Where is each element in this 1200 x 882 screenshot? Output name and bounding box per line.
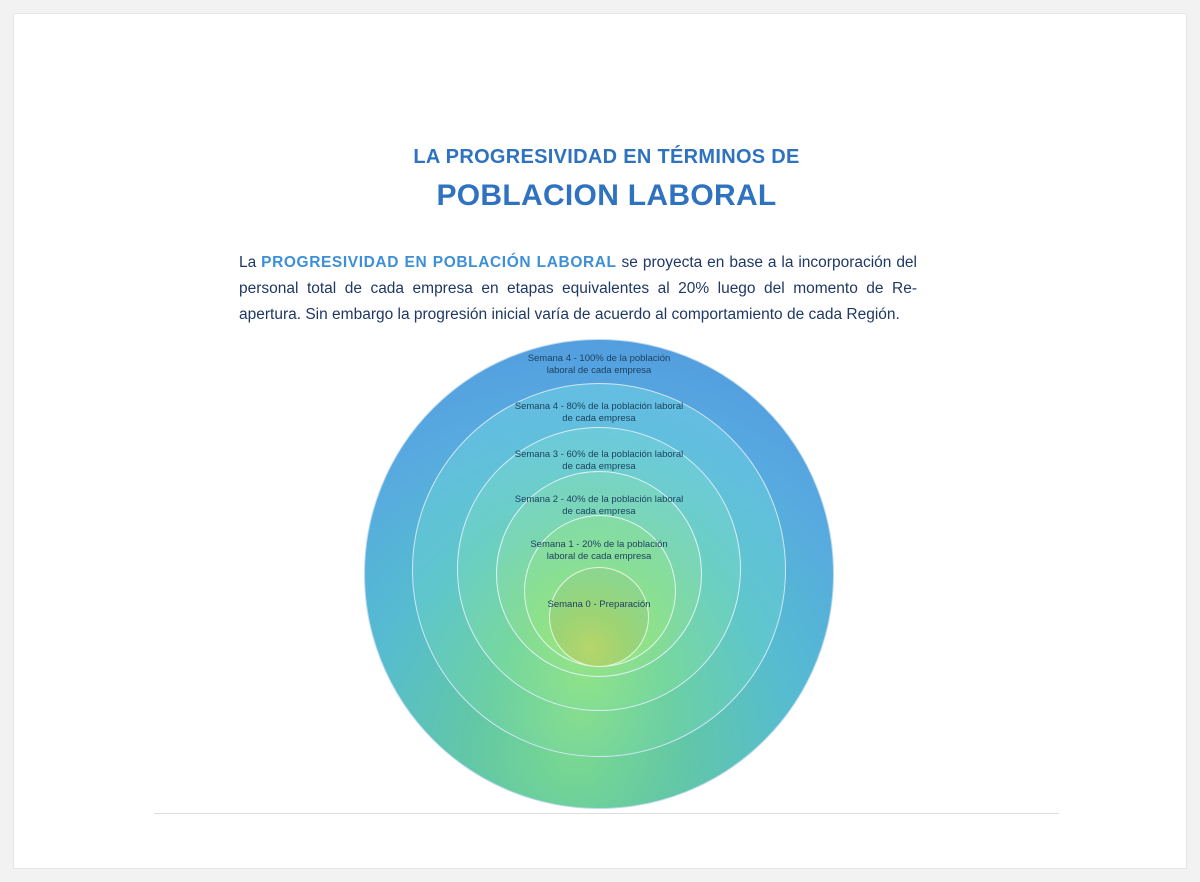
ring-week0-preparacion	[549, 567, 649, 667]
ring-label-week2-40: Semana 2 - 40% de la población laboral de cada empresa	[514, 494, 684, 517]
slide-bottom-divider	[154, 813, 1059, 814]
ring-label-week3-60: Semana 3 - 60% de la población laboral de cada empresa	[514, 449, 684, 472]
slide-frame	[14, 14, 1186, 868]
paragraph-before: La	[239, 253, 262, 271]
onion-diagram	[364, 339, 834, 794]
slide-title-block	[154, 146, 1059, 213]
intro-paragraph	[239, 250, 917, 328]
slide-canvas	[154, 114, 1059, 814]
page-title-line1: LA PROGRESIVIDAD EN TÉRMINOS DE	[413, 146, 800, 168]
ring-label-week4-80: Semana 4 - 80% de la población laboral de cada empresa	[514, 401, 684, 424]
paragraph-highlight: PROGRESIVIDAD EN POBLACIÓN LABORAL	[261, 253, 617, 271]
ring-label-week0: Semana 0 - Preparación	[547, 599, 651, 610]
paragraph-after: se proyecta en base a la incorporación del personal total de cada empresa en etapas equivalentes al 20% luego del momento de Re-apertura. Sin embargo la progresión inicial varía de acuerdo al comportamiento de cada Región.	[239, 253, 917, 323]
ring-label-week1-20: Semana 1 - 20% de la población laboral de cada empresa	[530, 539, 668, 562]
ring-label-week4-100: Semana 4 - 100% de la población laboral de cada empresa	[527, 353, 671, 376]
page-title-line2: POBLACION LABORAL	[436, 179, 777, 212]
